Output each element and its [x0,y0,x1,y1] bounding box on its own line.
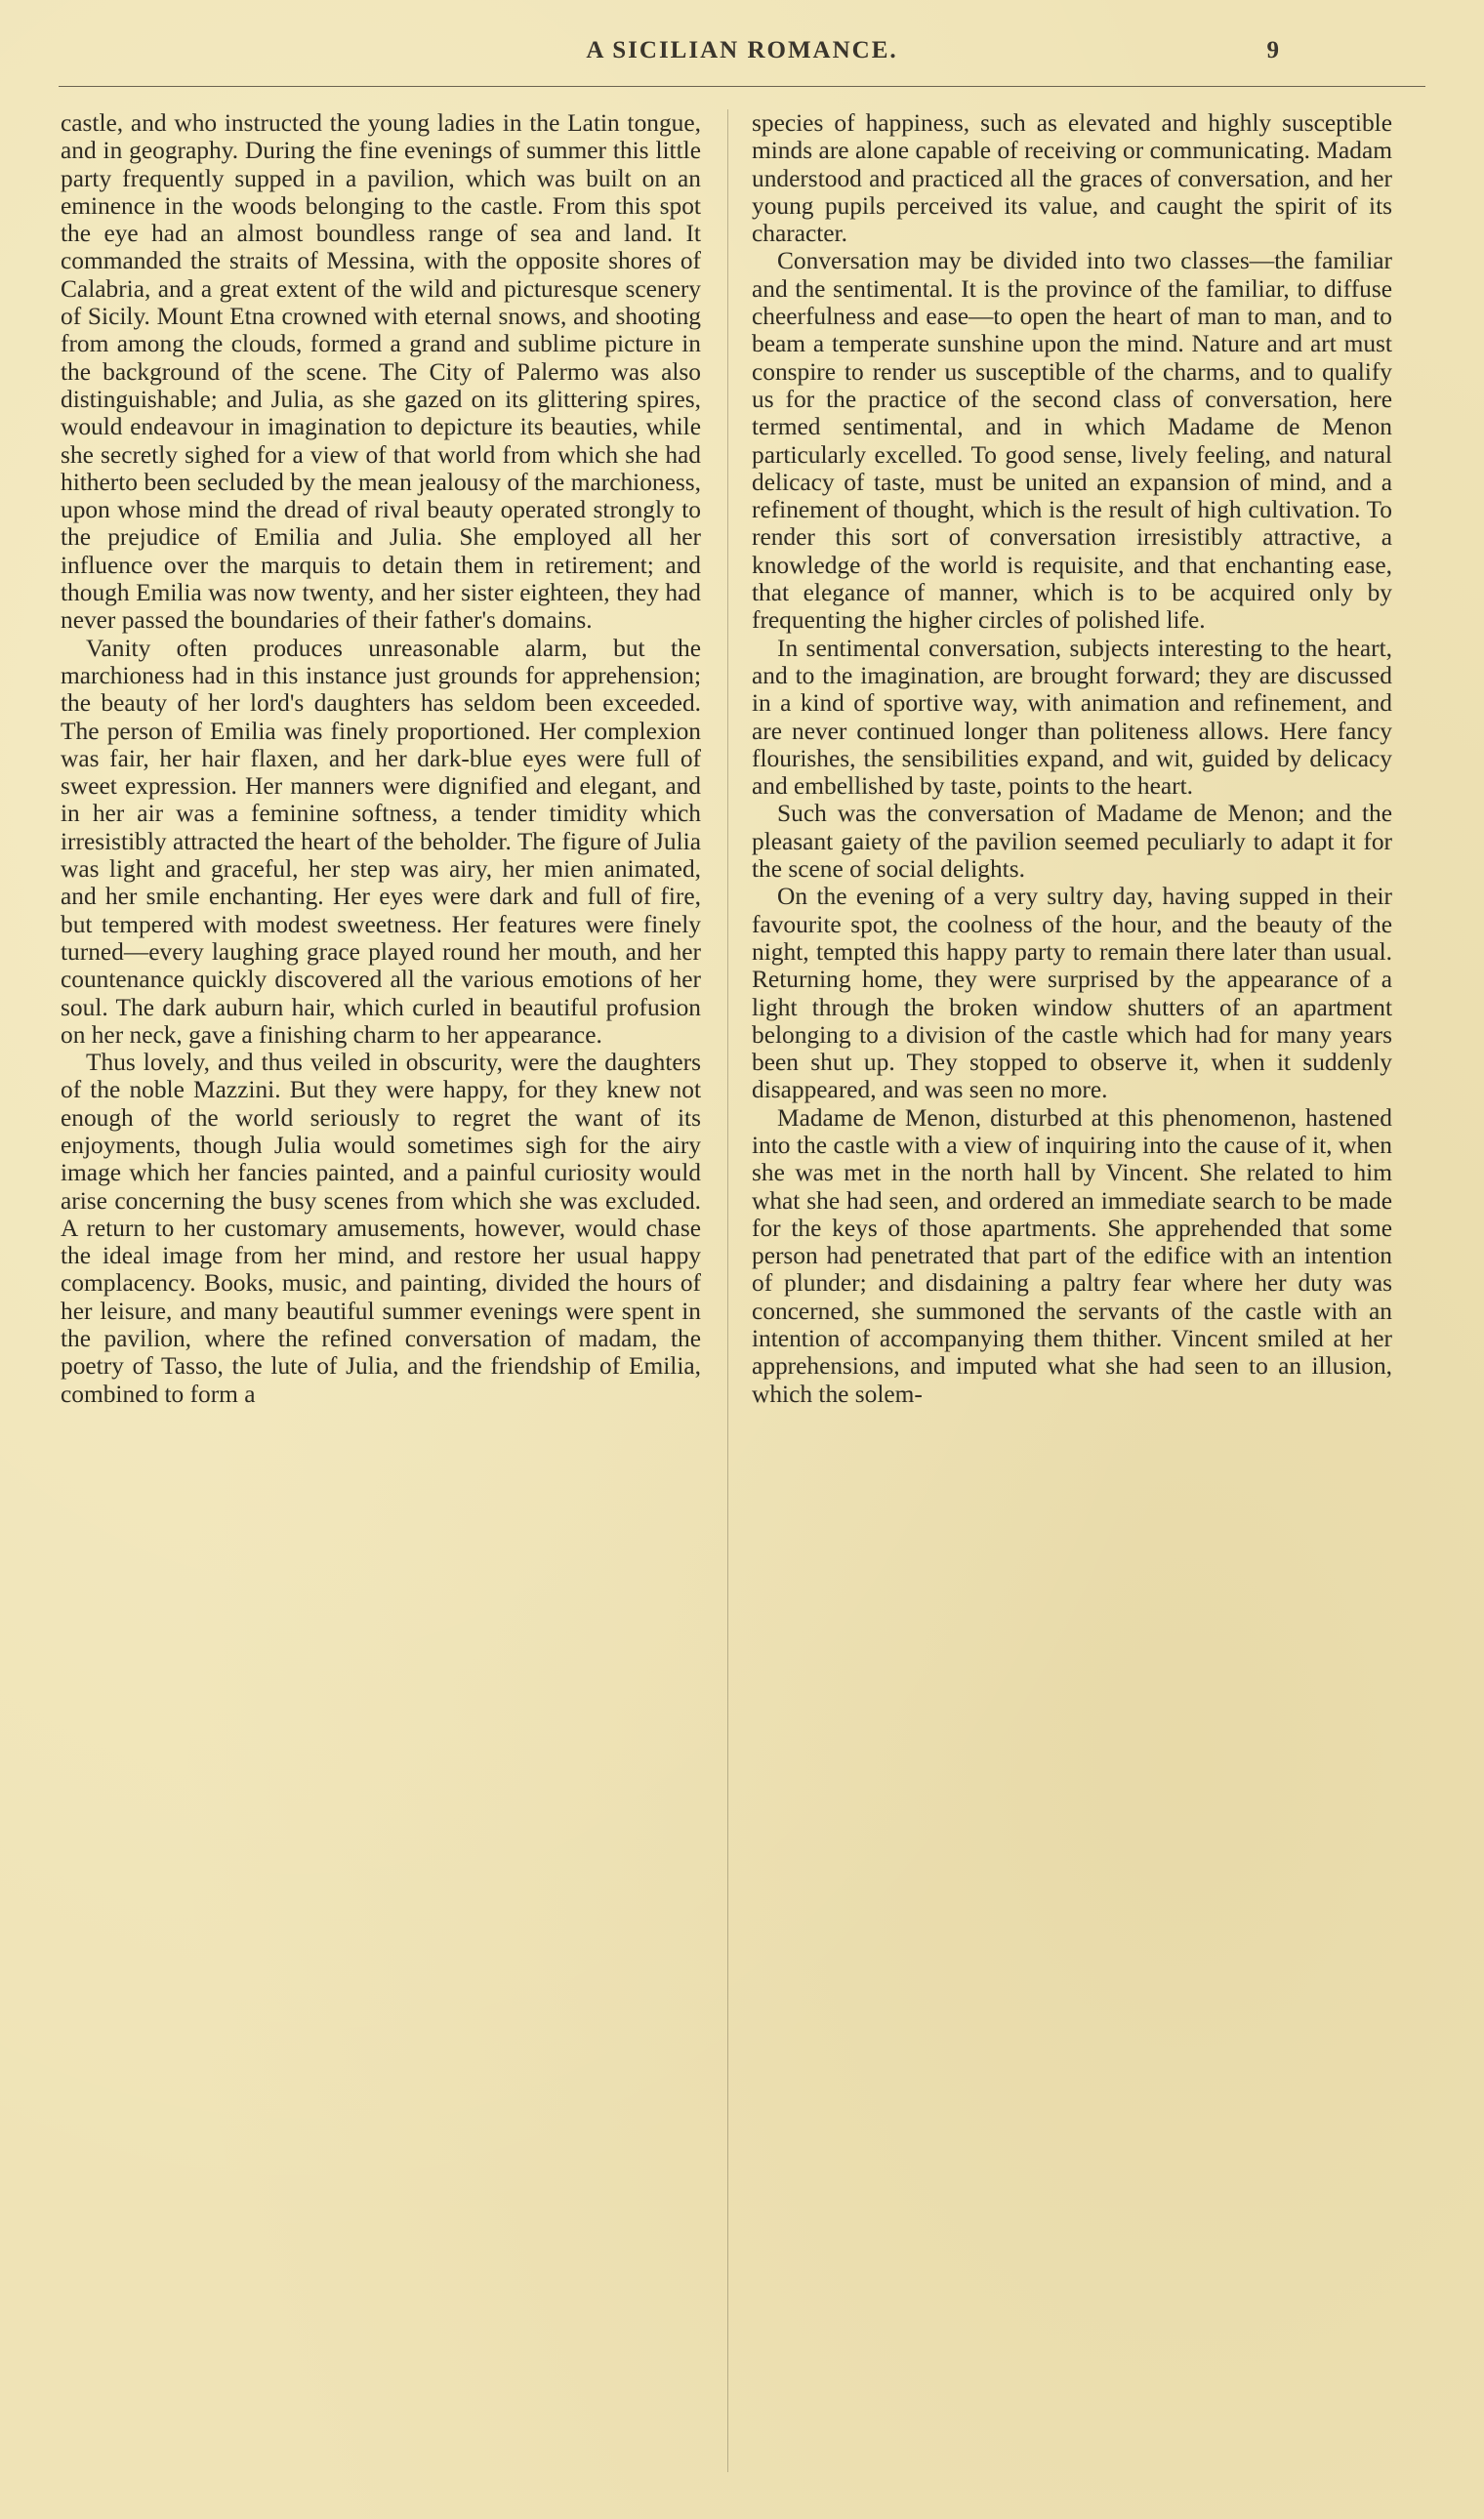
paragraph: Vanity often produces unreasonable alarm, but the marchioness had in this instance just grounds for apprehension; the beauty of her lord's daughters has seldom been exceeded. The person of Emilia was finely proportioned. Her complexion was fair, her hair flaxen, and her dark-blue eyes were full of sweet expression. Her manners were dignified and elegant, and in her air was a feminine softness, a tender timidity which irresistibly attracted the heart of the beholder. The figure of Julia was light and graceful, her step was airy, her mien animated, and her smile enchanting. Her eyes were dark and full of fire, but tempered with modest sweetness. Her features were finely turned—every laughing grace played round her mouth, and her countenance quickly discovered all the various emotions of her soul. The dark auburn hair, which curled in beautiful profusion on her neck, gave a finishing charm to her appearance. [61,634,701,1049]
paragraph: castle, and who instructed the young ladies in the Latin tongue, and in geography. During the fine evenings of summer this little party frequently supped in a pavilion, which was built on an eminence in the woods belonging to the castle. From this spot the eye had an almost boundless range of sea and land. It commanded the straits of Messina, with the opposite shores of Calabria, and a great extent of the wild and picturesque scenery of Sicily. Mount Etna crowned with eternal snows, and shooting from among the clouds, formed a grand and sublime picture in the background of the scene. The City of Palermo was also distinguishable; and Julia, as she gazed on its glittering spires, would endeavour in imagination to depicture its beauties, while she secretly sighed for a view of that world from which she had hitherto been secluded by the mean jealousy of the marchioness, upon whose mind the dread of rival beauty operated strongly to the prejudice of Emilia and Julia. She employed all her influence over the marquis to detain them in retirement; and though Emilia was now twenty, and her sister eighteen, they had never passed the boundaries of their father's domains. [61,109,701,635]
paragraph: Thus lovely, and thus veiled in obscurity, were the daughters of the noble Mazzini. But they were happy, for they knew not enough of the world seriously to regret the want of its enjoyments, though Julia would sometimes sigh for the airy image which her fancies painted, and a painful curiosity would arise concerning the busy scenes from which she was excluded. A return to her customary amusements, however, would chase the ideal image from her mind, and restore her usual happy complacency. Books, music, and painting, divided the hours of her leisure, and many beautiful summer evenings were spent in the pavilion, where the refined conversation of madam, the poetry of Tasso, the lute of Julia, and the friendship of Emilia, combined to form a [61,1049,701,1408]
column-divider [727,109,728,2472]
paragraph: Conversation may be divided into two classes—the familiar and the sentimental. It is the province of the familiar, to diffuse cheerfulness and ease—to open the heart of man to man, and to beam a temperate sunshine upon the mind. Nature and art must conspire to render us susceptible of the charms, and to qualify us for the practice of the second class of conversation, here termed sentimental, and in which Madame de Menon particularly excelled. To good sense, lively feeling, and natural delicacy of taste, must be united an expansion of mind, and a refinement of thought, which is the result of high cultivation. To render this sort of conversation irresistibly attractive, a knowledge of the world is requisite, and that enchanting ease, that elegance of manner, which is to be acquired only by frequenting the higher circles of polished life. [752,247,1392,635]
right-column [752,109,1392,1408]
header-rule [59,86,1425,87]
running-head [59,37,1425,76]
paragraph: Madame de Menon, disturbed at this phenomenon, hastened into the castle with a view of inquiring into the cause of it, when she was met in the north hall by Vincent. She related to him what she had seen, and ordered an immediate search to be made for the keys of those apartments. She apprehended that some person had penetrated that part of the edifice with an intention of plunder; and disdaining a paltry fear where her duty was concerned, she summoned the servants of the castle with an intention of accompanying them thither. Vincent smiled at her apprehensions, and imputed what she had seen to an illusion, which the solem- [752,1103,1392,1408]
paragraph: In sentimental conversation, subjects interesting to the heart, and to the imagination, are brought forward; they are discussed in a kind of sportive way, with animation and refinement, and are never continued longer than politeness allows. Here fancy flourishes, the sensibilities expand, and wit, guided by delicacy and embellished by taste, points to the heart. [752,634,1392,801]
page-number: 9 [1266,37,1279,63]
paragraph: species of happiness, such as elevated and highly susceptible minds are alone capable of receiving or communicating. Madam understood and practiced all the graces of conversation, and her young pupils perceived its value, and caught the spirit of its character. [752,109,1392,248]
paragraph: On the evening of a very sultry day, having supped in their favourite spot, the coolness of the hour, and the beauty of the night, tempted this happy party to remain there later than usual. Returning home, they were surprised by the appearance of a light through the broken window shutters of an apartment belonging to a division of the castle which had for many years been shut up. They stopped to observe it, when it suddenly disappeared, and was seen no more. [752,883,1392,1104]
left-column [61,109,701,1408]
paragraph: Such was the conversation of Madame de Menon; and the pleasant gaiety of the pavilion seemed peculiarly to adapt it for the scene of social delights. [752,800,1392,884]
running-title: A SICILIAN ROMANCE. [586,37,898,63]
